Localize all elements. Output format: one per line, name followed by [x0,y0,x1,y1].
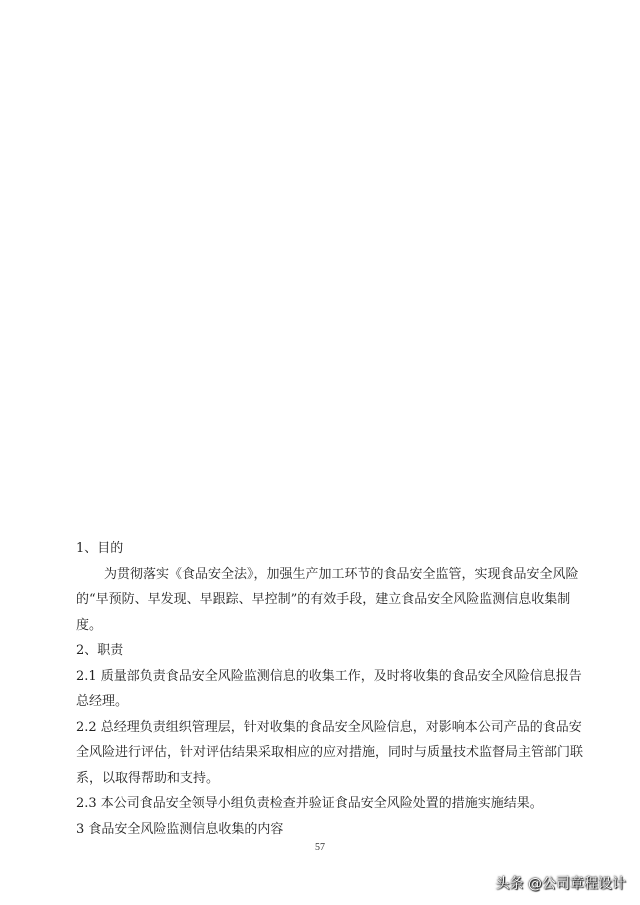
page-number: 57 [315,842,325,853]
paragraph-line: 的“早预防、早发现、早跟踪、早控制”的有效手段，建立食品安全风险监测信息收集制 [76,592,571,607]
paragraph-line: 总经理。 [76,694,129,709]
paragraph-line: 度。 [76,617,103,633]
section-heading-content: 3 食品安全风险监测信息收集的内容 [76,821,284,837]
section-heading-purpose: 1、目的 [76,541,124,556]
paragraph-line: 为贯彻落实《食品安全法》，加强生产加工环节的食品安全监管，实现食品安全风险 [104,566,579,582]
paragraph-line: 系，以取得帮助和支持。 [76,770,220,786]
watermark: 头条 @公司章程设计 [495,876,626,892]
section-heading-responsibilities: 2、职责 [76,643,124,658]
paragraph-line: 2.3 本公司食品安全领导小组负责检查并验证食品安全风险处置的措施实施结果。 [76,796,543,811]
document-body [76,536,584,842]
paragraph-line: 全风险进行评估，针对评估结果采取相应的应对措施，同时与质量技术监督局主管部门联 [76,745,584,760]
paragraph-line: 2.2 总经理负责组织管理层，针对收集的食品安全风险信息，对影响本公司产品的食品安 [76,719,582,735]
paragraph-line: 2.1 质量部负责食品安全风险监测信息的收集工作，及时将收集的食品安全风险信息报告 [76,668,582,684]
